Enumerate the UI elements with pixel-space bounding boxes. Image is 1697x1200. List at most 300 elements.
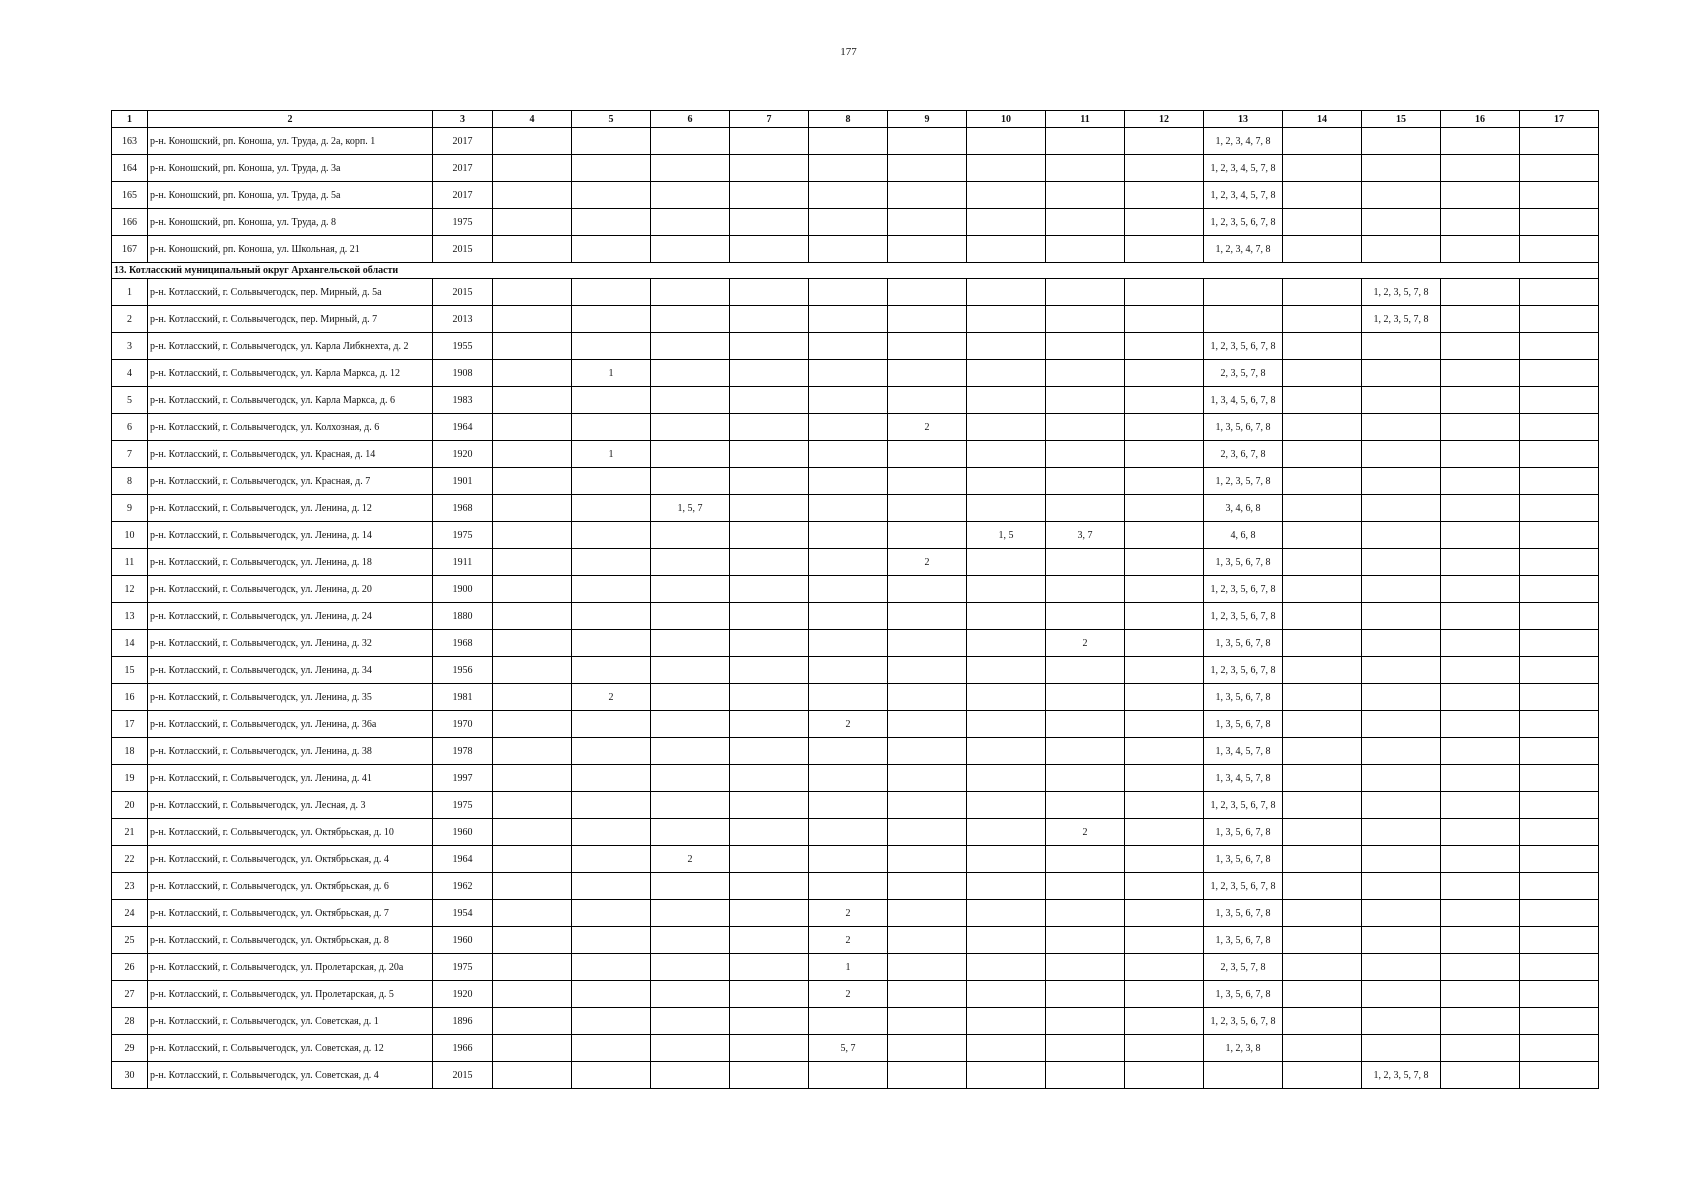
cell-col-8 (809, 279, 888, 306)
cell-col-17 (1520, 182, 1599, 209)
table-row (112, 657, 1599, 684)
cell-col-9 (888, 236, 967, 263)
cell-col-10 (967, 657, 1046, 684)
year-cell: 1966 (433, 1035, 493, 1062)
cell-col-9 (888, 522, 967, 549)
year-cell: 1900 (433, 576, 493, 603)
cell-col-7 (730, 522, 809, 549)
cell-col-8 (809, 684, 888, 711)
cell-col-11: 3, 7 (1046, 522, 1125, 549)
cell-col-6 (651, 738, 730, 765)
year-cell: 1975 (433, 792, 493, 819)
cell-col-5 (572, 981, 651, 1008)
cell-col-14 (1283, 738, 1362, 765)
address-cell: р-н. Котласский, г. Сольвычегодск, ул. Красная, д. 14 (148, 441, 433, 468)
cell-col-17 (1520, 495, 1599, 522)
row-number-cell: 18 (112, 738, 148, 765)
year-cell: 1964 (433, 846, 493, 873)
cell-col-12 (1125, 873, 1204, 900)
cell-col-13: 1, 2, 3, 5, 6, 7, 8 (1204, 209, 1283, 236)
cell-col-5 (572, 765, 651, 792)
cell-col-12 (1125, 1008, 1204, 1035)
housing-table (111, 110, 1599, 1089)
cell-col-8 (809, 522, 888, 549)
column-header-11: 11 (1046, 111, 1125, 128)
cell-col-17 (1520, 441, 1599, 468)
year-cell: 1920 (433, 441, 493, 468)
table-body (112, 128, 1599, 1089)
cell-col-9 (888, 981, 967, 1008)
cell-col-17 (1520, 306, 1599, 333)
cell-col-15 (1362, 981, 1441, 1008)
cell-col-11 (1046, 738, 1125, 765)
cell-col-12 (1125, 765, 1204, 792)
table-row (112, 819, 1599, 846)
cell-col-10 (967, 155, 1046, 182)
year-cell: 1968 (433, 495, 493, 522)
cell-col-13: 1, 2, 3, 4, 5, 7, 8 (1204, 155, 1283, 182)
address-cell: р-н. Котласский, г. Сольвычегодск, ул. Лесная, д. 3 (148, 792, 433, 819)
cell-col-12 (1125, 603, 1204, 630)
cell-col-6 (651, 333, 730, 360)
row-number-cell: 1 (112, 279, 148, 306)
cell-col-17 (1520, 657, 1599, 684)
cell-col-7 (730, 333, 809, 360)
cell-col-10 (967, 765, 1046, 792)
section-header-row (112, 263, 1599, 279)
cell-col-17 (1520, 387, 1599, 414)
cell-col-7 (730, 549, 809, 576)
column-header-12: 12 (1125, 111, 1204, 128)
cell-col-5 (572, 1008, 651, 1035)
cell-col-7 (730, 1008, 809, 1035)
cell-col-16 (1441, 684, 1520, 711)
address-cell: р-н. Коношский, рп. Коноша, ул. Труда, д. 2а, корп. 1 (148, 128, 433, 155)
cell-col-7 (730, 765, 809, 792)
cell-col-15 (1362, 630, 1441, 657)
cell-col-7 (730, 495, 809, 522)
cell-col-7 (730, 1062, 809, 1089)
cell-col-4 (493, 1008, 572, 1035)
address-cell: р-н. Котласский, г. Сольвычегодск, ул. Ленина, д. 12 (148, 495, 433, 522)
cell-col-15 (1362, 128, 1441, 155)
table-row (112, 873, 1599, 900)
cell-col-5 (572, 522, 651, 549)
cell-col-11 (1046, 1035, 1125, 1062)
cell-col-7 (730, 792, 809, 819)
cell-col-9: 2 (888, 549, 967, 576)
row-number-cell: 5 (112, 387, 148, 414)
cell-col-11 (1046, 711, 1125, 738)
cell-col-6 (651, 873, 730, 900)
cell-col-11 (1046, 414, 1125, 441)
address-cell: р-н. Котласский, г. Сольвычегодск, ул. Октябрьская, д. 7 (148, 900, 433, 927)
cell-col-12 (1125, 927, 1204, 954)
address-cell: р-н. Котласский, г. Сольвычегодск, ул. Пролетарская, д. 20а (148, 954, 433, 981)
cell-col-12 (1125, 333, 1204, 360)
address-cell: р-н. Коношский, рп. Коноша, ул. Труда, д. 5а (148, 182, 433, 209)
cell-col-8: 1 (809, 954, 888, 981)
cell-col-12 (1125, 819, 1204, 846)
cell-col-6 (651, 209, 730, 236)
cell-col-9 (888, 360, 967, 387)
cell-col-11 (1046, 128, 1125, 155)
cell-col-8 (809, 630, 888, 657)
cell-col-5 (572, 468, 651, 495)
cell-col-13: 1, 2, 3, 8 (1204, 1035, 1283, 1062)
row-number-cell: 10 (112, 522, 148, 549)
row-number-cell: 11 (112, 549, 148, 576)
cell-col-15 (1362, 1008, 1441, 1035)
cell-col-5 (572, 279, 651, 306)
cell-col-17 (1520, 414, 1599, 441)
year-cell: 1911 (433, 549, 493, 576)
cell-col-17 (1520, 1008, 1599, 1035)
table-row (112, 182, 1599, 209)
cell-col-5 (572, 603, 651, 630)
cell-col-16 (1441, 1062, 1520, 1089)
cell-col-12 (1125, 522, 1204, 549)
row-number-cell: 27 (112, 981, 148, 1008)
table-row (112, 738, 1599, 765)
cell-col-11 (1046, 209, 1125, 236)
row-number-cell: 26 (112, 954, 148, 981)
cell-col-5 (572, 128, 651, 155)
year-cell: 1968 (433, 630, 493, 657)
cell-col-10 (967, 1035, 1046, 1062)
cell-col-5 (572, 333, 651, 360)
cell-col-6 (651, 711, 730, 738)
cell-col-16 (1441, 738, 1520, 765)
cell-col-11 (1046, 441, 1125, 468)
cell-col-7 (730, 155, 809, 182)
row-number-cell: 19 (112, 765, 148, 792)
cell-col-9 (888, 576, 967, 603)
cell-col-9 (888, 468, 967, 495)
cell-col-11 (1046, 792, 1125, 819)
cell-col-15 (1362, 333, 1441, 360)
cell-col-13 (1204, 1062, 1283, 1089)
cell-col-7 (730, 954, 809, 981)
cell-col-14 (1283, 792, 1362, 819)
cell-col-7 (730, 846, 809, 873)
cell-col-6 (651, 306, 730, 333)
table-row (112, 155, 1599, 182)
cell-col-4 (493, 846, 572, 873)
cell-col-8 (809, 155, 888, 182)
cell-col-7 (730, 927, 809, 954)
cell-col-10 (967, 900, 1046, 927)
cell-col-7 (730, 209, 809, 236)
cell-col-9 (888, 927, 967, 954)
cell-col-11 (1046, 603, 1125, 630)
year-cell: 2015 (433, 236, 493, 263)
cell-col-6 (651, 468, 730, 495)
cell-col-4 (493, 657, 572, 684)
column-header-15: 15 (1362, 111, 1441, 128)
section-title: 13. Котласский муниципальный округ Архангельской области (112, 263, 1599, 279)
cell-col-16 (1441, 360, 1520, 387)
cell-col-6 (651, 630, 730, 657)
cell-col-10 (967, 549, 1046, 576)
table-row (112, 236, 1599, 263)
year-cell: 1978 (433, 738, 493, 765)
cell-col-11 (1046, 387, 1125, 414)
cell-col-16 (1441, 711, 1520, 738)
cell-col-16 (1441, 468, 1520, 495)
column-header-4: 4 (493, 111, 572, 128)
year-cell: 1880 (433, 603, 493, 630)
cell-col-6 (651, 182, 730, 209)
cell-col-8 (809, 360, 888, 387)
cell-col-10 (967, 414, 1046, 441)
cell-col-6 (651, 155, 730, 182)
cell-col-16 (1441, 155, 1520, 182)
cell-col-17 (1520, 873, 1599, 900)
cell-col-15 (1362, 738, 1441, 765)
row-number-cell: 167 (112, 236, 148, 263)
cell-col-13: 3, 4, 6, 8 (1204, 495, 1283, 522)
cell-col-8 (809, 657, 888, 684)
year-cell: 1983 (433, 387, 493, 414)
year-cell: 1960 (433, 819, 493, 846)
cell-col-5 (572, 155, 651, 182)
cell-col-15 (1362, 684, 1441, 711)
year-cell: 2017 (433, 128, 493, 155)
cell-col-15 (1362, 549, 1441, 576)
cell-col-17 (1520, 279, 1599, 306)
cell-col-8: 5, 7 (809, 1035, 888, 1062)
cell-col-8: 2 (809, 900, 888, 927)
table-row (112, 927, 1599, 954)
address-cell: р-н. Котласский, г. Сольвычегодск, ул. Ленина, д. 24 (148, 603, 433, 630)
cell-col-4 (493, 873, 572, 900)
cell-col-8 (809, 846, 888, 873)
table-row (112, 1062, 1599, 1089)
cell-col-14 (1283, 549, 1362, 576)
cell-col-5 (572, 873, 651, 900)
cell-col-14 (1283, 819, 1362, 846)
cell-col-13 (1204, 279, 1283, 306)
cell-col-7 (730, 360, 809, 387)
cell-col-4 (493, 1035, 572, 1062)
row-number-cell: 30 (112, 1062, 148, 1089)
cell-col-8: 2 (809, 711, 888, 738)
year-cell: 1896 (433, 1008, 493, 1035)
cell-col-13: 1, 3, 5, 6, 7, 8 (1204, 927, 1283, 954)
cell-col-12 (1125, 495, 1204, 522)
address-cell: р-н. Котласский, г. Сольвычегодск, ул. Октябрьская, д. 6 (148, 873, 433, 900)
address-cell: р-н. Котласский, г. Сольвычегодск, ул. Ленина, д. 35 (148, 684, 433, 711)
cell-col-9 (888, 792, 967, 819)
column-header-7: 7 (730, 111, 809, 128)
cell-col-7 (730, 657, 809, 684)
cell-col-5 (572, 549, 651, 576)
cell-col-8 (809, 333, 888, 360)
cell-col-9 (888, 603, 967, 630)
cell-col-17 (1520, 155, 1599, 182)
cell-col-11 (1046, 1062, 1125, 1089)
cell-col-8 (809, 819, 888, 846)
cell-col-9 (888, 387, 967, 414)
row-number-cell: 7 (112, 441, 148, 468)
cell-col-16 (1441, 236, 1520, 263)
cell-col-10 (967, 819, 1046, 846)
cell-col-5 (572, 387, 651, 414)
cell-col-9 (888, 1008, 967, 1035)
table-row (112, 711, 1599, 738)
cell-col-6 (651, 927, 730, 954)
cell-col-6 (651, 549, 730, 576)
cell-col-11 (1046, 846, 1125, 873)
cell-col-6 (651, 414, 730, 441)
column-header-17: 17 (1520, 111, 1599, 128)
cell-col-12 (1125, 128, 1204, 155)
year-cell: 1908 (433, 360, 493, 387)
cell-col-9 (888, 711, 967, 738)
cell-col-11 (1046, 657, 1125, 684)
row-number-cell: 20 (112, 792, 148, 819)
cell-col-17 (1520, 522, 1599, 549)
address-cell: р-н. Котласский, г. Сольвычегодск, ул. Ленина, д. 38 (148, 738, 433, 765)
cell-col-16 (1441, 819, 1520, 846)
cell-col-5 (572, 1062, 651, 1089)
cell-col-7 (730, 468, 809, 495)
cell-col-11 (1046, 306, 1125, 333)
cell-col-4 (493, 684, 572, 711)
cell-col-17 (1520, 738, 1599, 765)
row-number-cell: 2 (112, 306, 148, 333)
cell-col-13: 1, 2, 3, 4, 7, 8 (1204, 236, 1283, 263)
cell-col-5 (572, 209, 651, 236)
cell-col-8: 2 (809, 981, 888, 1008)
cell-col-17 (1520, 236, 1599, 263)
cell-col-8: 2 (809, 927, 888, 954)
cell-col-13: 1, 2, 3, 5, 6, 7, 8 (1204, 603, 1283, 630)
cell-col-15 (1362, 441, 1441, 468)
cell-col-16 (1441, 387, 1520, 414)
cell-col-9 (888, 441, 967, 468)
cell-col-10 (967, 236, 1046, 263)
cell-col-13: 2, 3, 6, 7, 8 (1204, 441, 1283, 468)
cell-col-7 (730, 414, 809, 441)
column-header-10: 10 (967, 111, 1046, 128)
cell-col-8 (809, 873, 888, 900)
column-header-6: 6 (651, 111, 730, 128)
cell-col-6 (651, 954, 730, 981)
column-header-14: 14 (1283, 111, 1362, 128)
cell-col-13: 1, 2, 3, 5, 7, 8 (1204, 468, 1283, 495)
cell-col-10 (967, 1062, 1046, 1089)
cell-col-13: 1, 3, 5, 6, 7, 8 (1204, 981, 1283, 1008)
cell-col-5 (572, 306, 651, 333)
cell-col-17 (1520, 684, 1599, 711)
address-cell: р-н. Котласский, г. Сольвычегодск, ул. Ленина, д. 41 (148, 765, 433, 792)
address-cell: р-н. Котласский, г. Сольвычегодск, ул. Октябрьская, д. 4 (148, 846, 433, 873)
cell-col-13: 1, 3, 5, 6, 7, 8 (1204, 684, 1283, 711)
cell-col-4 (493, 360, 572, 387)
cell-col-4 (493, 576, 572, 603)
year-cell: 1901 (433, 468, 493, 495)
cell-col-4 (493, 711, 572, 738)
column-header-16: 16 (1441, 111, 1520, 128)
cell-col-12 (1125, 711, 1204, 738)
cell-col-15 (1362, 209, 1441, 236)
cell-col-16 (1441, 927, 1520, 954)
address-cell: р-н. Котласский, г. Сольвычегодск, ул. Советская, д. 1 (148, 1008, 433, 1035)
row-number-cell: 8 (112, 468, 148, 495)
cell-col-15 (1362, 846, 1441, 873)
cell-col-5 (572, 182, 651, 209)
cell-col-17 (1520, 360, 1599, 387)
cell-col-4 (493, 981, 572, 1008)
year-cell: 1962 (433, 873, 493, 900)
address-cell: р-н. Котласский, г. Сольвычегодск, пер. Мирный, д. 5а (148, 279, 433, 306)
cell-col-15 (1362, 155, 1441, 182)
cell-col-7 (730, 1035, 809, 1062)
cell-col-17 (1520, 209, 1599, 236)
cell-col-6 (651, 765, 730, 792)
cell-col-9 (888, 1062, 967, 1089)
address-cell: р-н. Котласский, г. Сольвычегодск, ул. Ленина, д. 32 (148, 630, 433, 657)
cell-col-14 (1283, 630, 1362, 657)
cell-col-6 (651, 981, 730, 1008)
address-cell: р-н. Котласский, г. Сольвычегодск, ул. Карла Либкнехта, д. 2 (148, 333, 433, 360)
cell-col-15: 1, 2, 3, 5, 7, 8 (1362, 279, 1441, 306)
cell-col-13: 1, 3, 5, 6, 7, 8 (1204, 711, 1283, 738)
cell-col-6 (651, 387, 730, 414)
cell-col-5 (572, 900, 651, 927)
cell-col-8 (809, 549, 888, 576)
cell-col-6 (651, 819, 730, 846)
cell-col-11 (1046, 360, 1125, 387)
cell-col-12 (1125, 657, 1204, 684)
cell-col-16 (1441, 306, 1520, 333)
column-header-13: 13 (1204, 111, 1283, 128)
table-row (112, 306, 1599, 333)
cell-col-14 (1283, 954, 1362, 981)
cell-col-9 (888, 765, 967, 792)
row-number-cell: 163 (112, 128, 148, 155)
cell-col-14 (1283, 576, 1362, 603)
cell-col-12 (1125, 900, 1204, 927)
cell-col-16 (1441, 182, 1520, 209)
row-number-cell: 6 (112, 414, 148, 441)
table-row (112, 468, 1599, 495)
cell-col-17 (1520, 846, 1599, 873)
cell-col-4 (493, 333, 572, 360)
cell-col-8 (809, 441, 888, 468)
cell-col-9 (888, 657, 967, 684)
cell-col-5 (572, 657, 651, 684)
cell-col-12 (1125, 684, 1204, 711)
cell-col-7 (730, 603, 809, 630)
cell-col-12 (1125, 846, 1204, 873)
cell-col-17 (1520, 765, 1599, 792)
year-cell: 2015 (433, 279, 493, 306)
cell-col-10 (967, 279, 1046, 306)
cell-col-11 (1046, 873, 1125, 900)
row-number-cell: 3 (112, 333, 148, 360)
cell-col-12 (1125, 279, 1204, 306)
address-cell: р-н. Котласский, г. Сольвычегодск, ул. Красная, д. 7 (148, 468, 433, 495)
cell-col-4 (493, 468, 572, 495)
cell-col-14 (1283, 846, 1362, 873)
cell-col-10 (967, 954, 1046, 981)
cell-col-12 (1125, 387, 1204, 414)
cell-col-6 (651, 1008, 730, 1035)
cell-col-10 (967, 684, 1046, 711)
